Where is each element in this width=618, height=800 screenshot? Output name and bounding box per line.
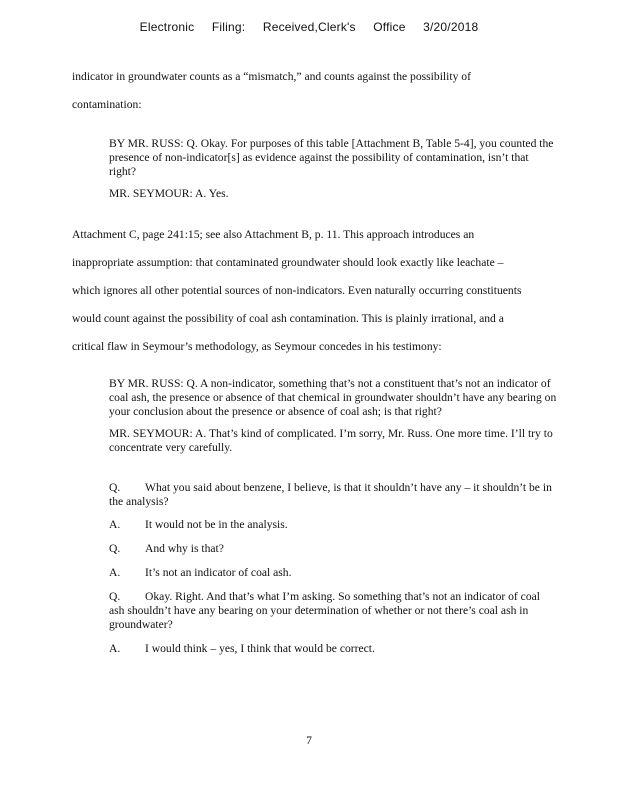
qa-item-6 (109, 642, 557, 656)
qa-item-5 (109, 590, 557, 632)
qa-text: What you said about benzene, I believe, is that it shouldn’t have any – it shouldn’t be in the analysis? (109, 481, 552, 508)
qa-item-1 (109, 481, 557, 509)
qa-label: Q. (109, 590, 121, 603)
paragraph-2-line-5: critical flaw in Seymour’s methodology, as Seymour concedes in his testimony: (72, 340, 442, 353)
quote-1-question: BY MR. RUSS: Q. Okay. For purposes of this table [Attachment B, Table 5-4], you counted the presence of non-indicator[s] as evidence against the possibility of contamination, isn’t that right? (109, 137, 554, 178)
qa-label: Q. (109, 481, 121, 494)
header-office: Office (373, 20, 406, 34)
paragraph-2 (72, 221, 552, 361)
qa-text: It’s not an indicator of coal ash. (145, 566, 292, 579)
qa-item-4 (109, 566, 557, 580)
page-number: 7 (306, 734, 312, 747)
qa-label: Q. (109, 542, 121, 555)
qa-text: And why is that? (145, 542, 224, 555)
qa-text: I would think – yes, I think that would be correct. (145, 642, 375, 655)
header-electronic: Electronic (139, 20, 195, 34)
qa-text: It would not be in the analysis. (145, 518, 288, 531)
testimony-quote-1 (109, 137, 557, 201)
quote-2-answer: MR. SEYMOUR: A. That’s kind of complicated. I’m sorry, Mr. Russ. One more time. I’ll try to concentrate very carefully. (109, 427, 553, 454)
paragraph-1-line-2: contamination: (72, 98, 142, 111)
paragraph-1 (72, 63, 552, 119)
qa-text: Okay. Right. And that’s what I’m asking. So something that’s not an indicator of coal ash shouldn’t have any bearing on your determination of whether or not there’s coal ash in groundwater? (109, 590, 540, 631)
quote-2-question: BY MR. RUSS: Q. A non-indicator, something that’s not a constituent that’s not an indicator of coal ash, the presence or absence of that chemical in groundwater shouldn’t have any bearing on your conclusion about the presence or absence of coal ash; is that right? (109, 377, 557, 418)
qa-item-2 (109, 518, 557, 532)
paragraph-2-line-4: would count against the possibility of coal ash contamination. This is plainly irrational, and a (72, 312, 504, 325)
header-date: 3/20/2018 (423, 20, 479, 34)
paragraph-1-line-1: indicator in groundwater counts as a “mismatch,” and counts against the possibility of (72, 70, 471, 83)
filing-header (0, 20, 618, 34)
qa-item-3 (109, 542, 557, 556)
header-filing: Filing: (211, 20, 246, 34)
paragraph-2-line-2: inappropriate assumption: that contaminated groundwater should look exactly like leachate – (72, 256, 504, 269)
testimony-quote-2 (109, 377, 557, 455)
header-received: Received,Clerk's (262, 20, 356, 34)
paragraph-2-line-3: which ignores all other potential sources of non-indicators. Even naturally occurring constituents (72, 284, 522, 297)
qa-label: A. (109, 518, 121, 531)
quote-1-answer: MR. SEYMOUR: A. Yes. (109, 187, 229, 200)
paragraph-2-line-1: Attachment C, page 241:15; see also Attachment B, p. 11. This approach introduces an (72, 228, 475, 241)
qa-label: A. (109, 566, 121, 579)
qa-label: A. (109, 642, 121, 655)
